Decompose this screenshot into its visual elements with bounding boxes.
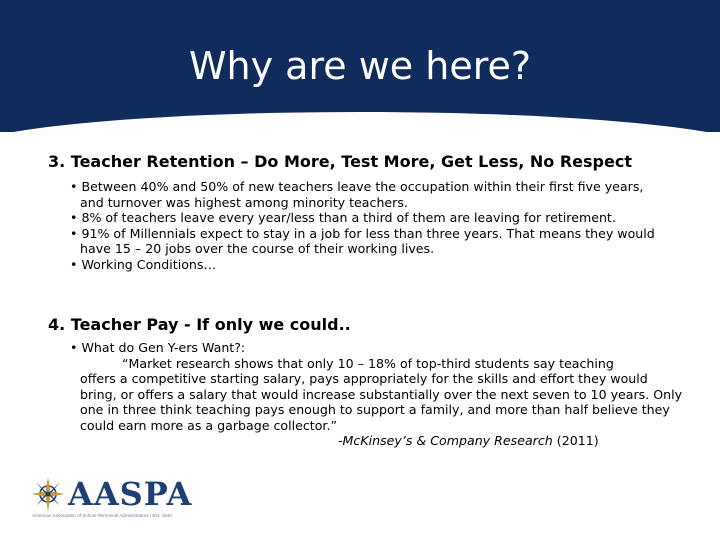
aaspa-logo	[30, 475, 220, 523]
bullet-item: • 8% of teachers leave every year/less than a third of them are leaving for retirement.	[70, 210, 616, 225]
bullet-text: 8% of teachers leave every year/less than a third of them are leaving for retirement.	[81, 210, 616, 225]
section-3-bullets	[70, 179, 670, 272]
bullet-item: • What do Gen Y-ers Want?:	[70, 340, 246, 355]
section-4-heading: 4. Teacher Pay - If only we could..	[48, 315, 351, 334]
research-quote	[70, 356, 685, 449]
quote-first-line: “Market research shows that only 10 – 18% of top-third students say teaching	[122, 355, 614, 371]
bullet-text: Working Conditions…	[81, 256, 217, 272]
bullet-text: What do Gen Y-ers Want?:	[81, 340, 246, 355]
attribution-source: -McKinsey’s & Company Research	[338, 433, 553, 448]
quote-attribution	[80, 433, 685, 449]
bullet-item: • Working Conditions…	[70, 256, 217, 272]
bullet-text: Between 40% and 50% of new teachers leave the occupation within their first five years, and turnover was highest among minority teachers.	[80, 179, 644, 210]
section-4-bullets	[70, 340, 685, 449]
attribution-year: (2011)	[556, 433, 599, 448]
bullet-item: • 91% of Millennials expect to stay in a job for less than three years. That means they would have 15 – 20 jobs over the course of their working lives.	[70, 225, 655, 256]
bullet-text: 91% of Millennials expect to stay in a job for less than three years. That means they would have 15 – 20 jobs over the course of their working lives.	[80, 225, 655, 256]
logo-subtitle: American Association of School Personnel Administrators | Est. 1940	[32, 513, 172, 518]
quote-body: offers a competitive starting salary, pays appropriately for the skills and effort they would bring, or offers a salary that would increase substantially over the next seven to 10 years. Only one in three think teaching pays enough to support a family, and more than half believe they could earn more as a garbage collector.”	[80, 371, 683, 433]
logo-wordmark: AASPA	[68, 475, 193, 513]
compass-icon	[30, 476, 66, 512]
section-3-heading: 3. Teacher Retention – Do More, Test More, Get Less, No Respect	[48, 152, 632, 171]
slide-title: Why are we here?	[188, 44, 532, 88]
bullet-item: • Between 40% and 50% of new teachers leave the occupation within their first five years, and turnover was highest among minority teachers.	[70, 179, 644, 210]
